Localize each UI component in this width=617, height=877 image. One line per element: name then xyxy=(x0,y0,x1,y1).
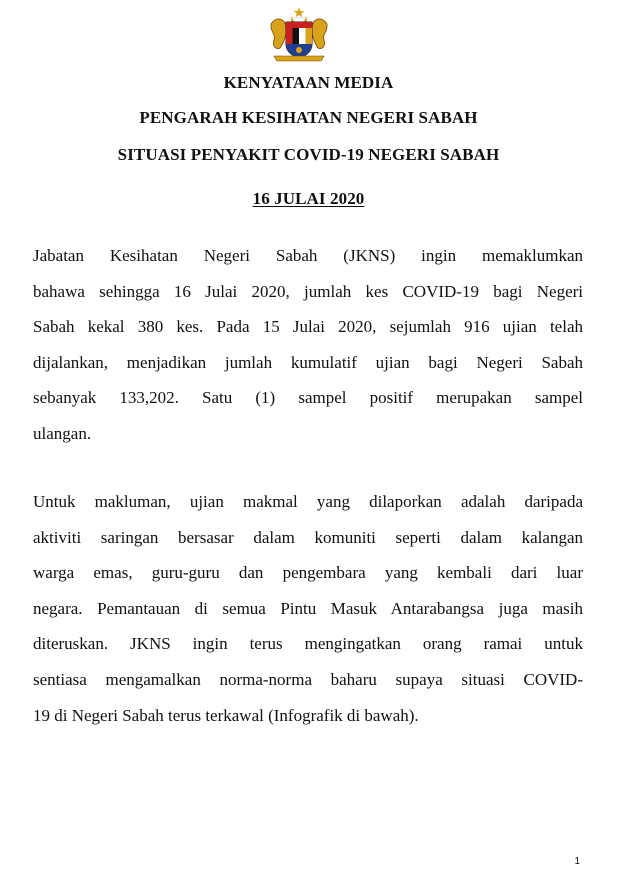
paragraph-2-line: diteruskan. JKNS ingin terus mengingatkan orang ramai untuk xyxy=(33,634,583,654)
statement-type-heading: KENYATAAN MEDIA xyxy=(223,73,394,92)
paragraph-2-line: warga emas, guru-guru dan pengembara yang kembali dari luar xyxy=(33,563,583,583)
paragraph-2-line: Untuk makluman, ujian makmal yang dilaporkan adalah daripada xyxy=(33,492,583,511)
paragraph-1-line: sebanyak 133,202. Satu (1) sampel positif merupakan sampel xyxy=(33,388,583,408)
statement-date: 16 JULAI 2020 xyxy=(252,189,365,208)
paragraph-2 xyxy=(33,484,583,733)
paragraph-1-line: bahawa sehingga 16 Julai 2020, jumlah kes COVID-19 bagi Negeri xyxy=(33,281,583,301)
page-number: 1 xyxy=(574,856,580,867)
paragraph-1-line: dijalankan, menjadikan jumlah kumulatif ujian bagi Negeri Sabah xyxy=(33,352,583,372)
malaysia-coat-of-arms-icon xyxy=(268,6,330,62)
paragraph-1 xyxy=(33,238,583,452)
paragraph-1-line: Jabatan Kesihatan Negeri Sabah (JKNS) ingin memaklumkan xyxy=(33,246,583,265)
paragraph-1-line: ulangan. xyxy=(33,423,92,443)
issuer-heading: PENGARAH KESIHATAN NEGERI SABAH xyxy=(139,108,478,127)
paragraph-2-line: aktiviti saringan bersasar dalam komuniti seperti dalam kalangan xyxy=(33,527,583,547)
paragraph-2-line: 19 di Negeri Sabah terus terkawal (Infografik di bawah). xyxy=(33,705,419,725)
subject-heading: SITUASI PENYAKIT COVID-19 NEGERI SABAH xyxy=(117,145,500,164)
paragraph-2-line: sentiasa mengamalkan norma-norma baharu supaya situasi COVID- xyxy=(33,669,583,689)
paragraph-2-line: negara. Pemantauan di semua Pintu Masuk Antarabangsa juga masih xyxy=(33,598,583,618)
paragraph-1-line: Sabah kekal 380 kes. Pada 15 Julai 2020, sejumlah 916 ujian telah xyxy=(33,317,583,337)
